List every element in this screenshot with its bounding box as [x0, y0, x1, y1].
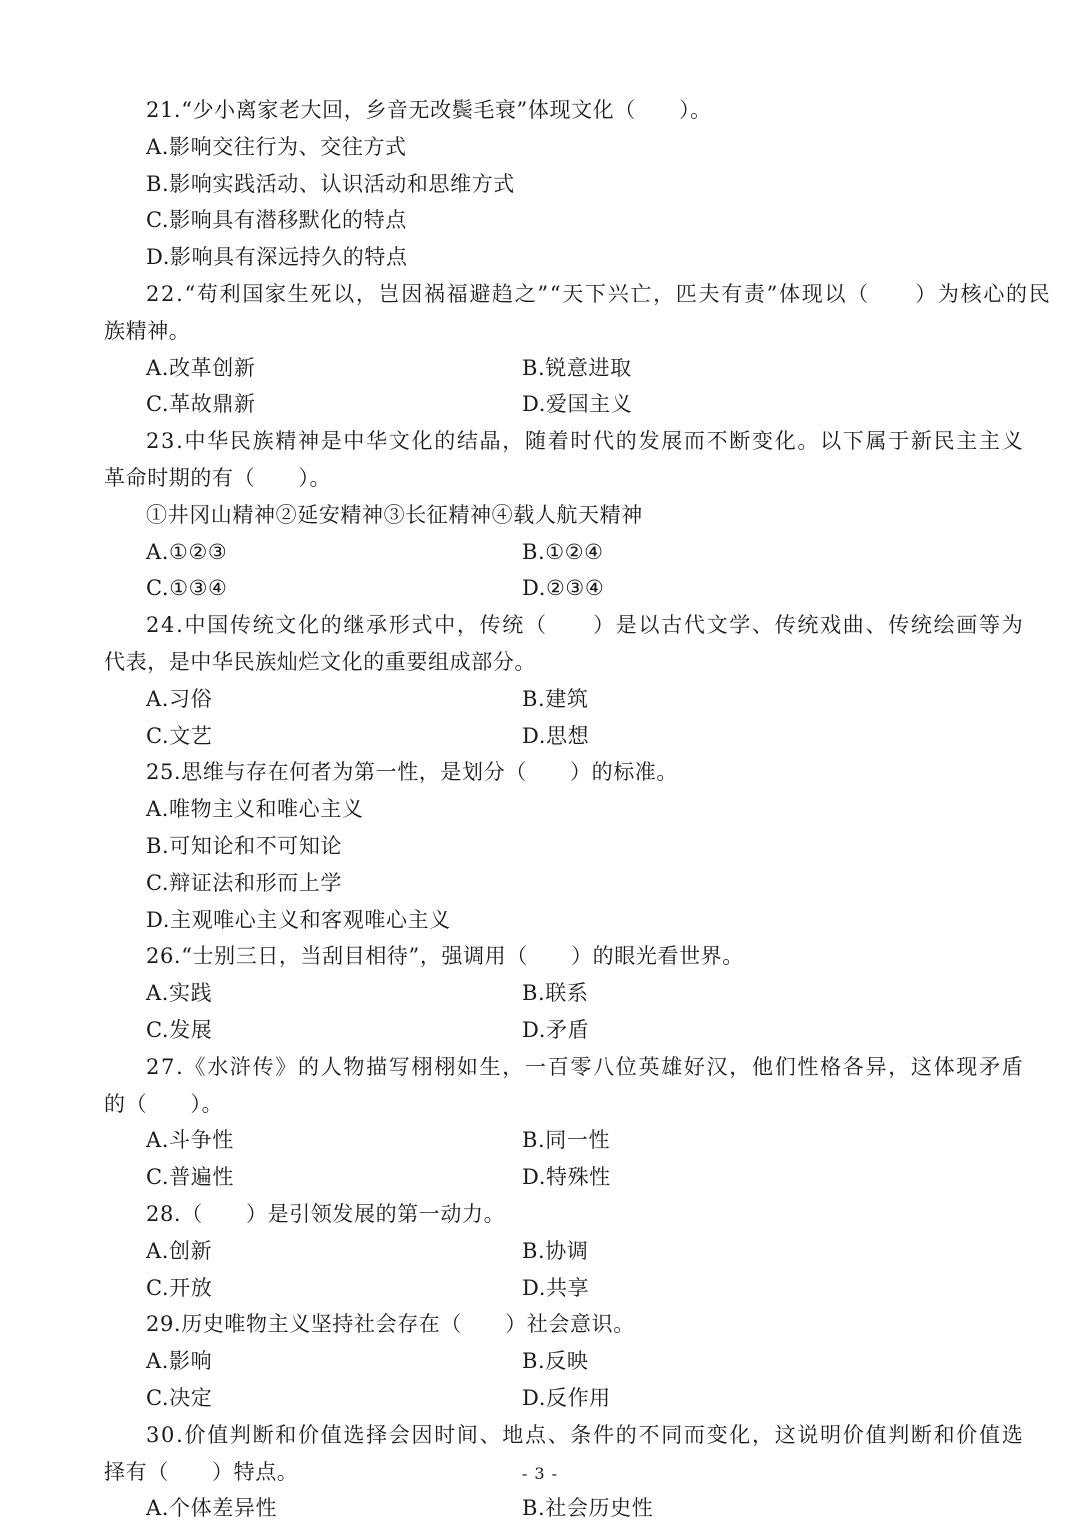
option: A.斗争性	[146, 1128, 234, 1153]
option: B.锐意进取	[522, 355, 632, 380]
page-number: - 3 -	[521, 1464, 559, 1483]
option: C.革故鼎新	[146, 392, 256, 417]
question-stem: 28.（ ）是引领发展的第一动力。	[146, 1202, 506, 1226]
option: A.影响交往行为、交往方式	[146, 134, 407, 159]
option: B.同一性	[522, 1128, 611, 1153]
option: A.唯物主义和唯心主义	[146, 797, 364, 822]
question-stem-line: 族精神。	[104, 318, 191, 343]
option: B.反映	[522, 1349, 589, 1374]
question-stem-line: ①井冈山精神②延安精神③长征精神④载人航天精神	[146, 502, 643, 527]
option: A.创新	[146, 1238, 213, 1263]
option: B.协调	[522, 1238, 589, 1263]
option: D.思想	[522, 723, 590, 748]
option: C.辩证法和形而上学	[146, 870, 342, 895]
question-stem: 24.中国传统文化的继承形式中，传统（ ）是以古代文学、传统戏曲、传统绘画等为	[146, 613, 1025, 638]
option: D.矛盾	[522, 1018, 590, 1042]
option: D.共享	[522, 1275, 590, 1300]
option: A.个体差异性	[146, 1496, 278, 1521]
option: D.②③④	[522, 576, 605, 601]
option: B.①②④	[522, 539, 604, 564]
option: D.影响具有深远持久的特点	[146, 245, 408, 270]
question-stem-line: 革命时期的有（ ）。	[104, 466, 332, 490]
option: C.开放	[146, 1275, 213, 1300]
option: B.可知论和不可知论	[146, 834, 343, 858]
option: C.文艺	[146, 723, 213, 748]
question-stem: 22.“苟利国家生死以，岂因祸福避趋之”“天下兴亡，匹夫有责”体现以（ ）为核心的民	[146, 282, 1052, 306]
question-stem: 21.“少小离家老大回，乡音无改鬓毛衰”体现文化（ ）。	[146, 98, 712, 122]
question-stem: 29.历史唯物主义坚持社会存在（ ）社会意识。	[146, 1312, 635, 1337]
option: C.决定	[146, 1386, 213, 1410]
question-stem-line: 择有（ ）特点。	[104, 1459, 299, 1484]
option: C.影响具有潜移默化的特点	[146, 208, 407, 233]
option: D.特殊性	[522, 1165, 611, 1190]
option: D.主观唯心主义和客观唯心主义	[146, 907, 451, 932]
question-stem: 26.“士别三日，当刮目相待”，强调用（ ）的眼光看世界。	[146, 944, 744, 969]
option: C.普遍性	[146, 1165, 234, 1190]
option: B.建筑	[522, 686, 589, 711]
question-stem-line: 代表，是中华民族灿烂文化的重要组成部分。	[104, 650, 536, 674]
option: C.发展	[146, 1018, 213, 1042]
question-stem-line: 的（ ）。	[104, 1091, 224, 1116]
question-stem: 23.中华民族精神是中华文化的结晶，随着时代的发展而不断变化。以下属于新民主主义	[146, 429, 1025, 454]
option: D.爱国主义	[522, 392, 633, 417]
question-stem: 30.价值判断和价值选择会因时间、地点、条件的不同而变化，这说明价值判断和价值选	[146, 1422, 1025, 1447]
option: D.反作用	[522, 1386, 611, 1410]
option: B.影响实践活动、认识活动和思维方式	[146, 171, 515, 196]
option: A.实践	[146, 981, 213, 1006]
question-stem: 25.思维与存在何者为第一性，是划分（ ）的标准。	[146, 760, 678, 785]
option: C.①③④	[146, 576, 228, 601]
question-stem: 27.《水浒传》的人物描写栩栩如生，一百零八位英雄好汉，他们性格各异，这体现矛盾	[146, 1054, 1025, 1079]
option: A.①②③	[146, 539, 228, 564]
option: A.影响	[146, 1349, 213, 1374]
option: A.习俗	[146, 686, 213, 711]
option: A.改革创新	[146, 355, 256, 380]
option: B.社会历史性	[522, 1496, 654, 1521]
option: B.联系	[522, 981, 589, 1006]
